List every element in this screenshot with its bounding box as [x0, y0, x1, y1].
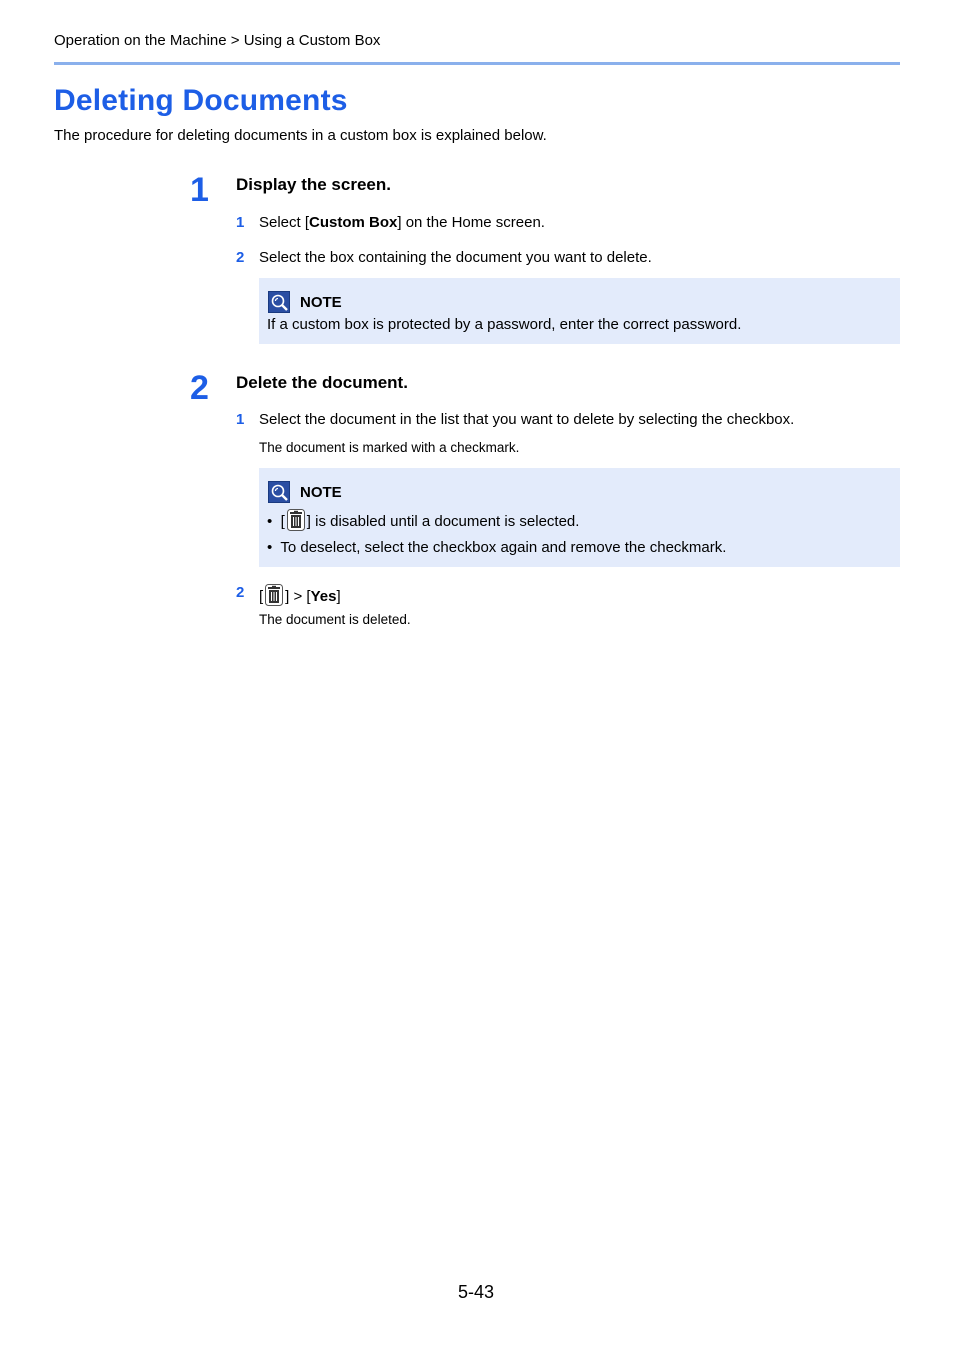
- step-1-number: 1: [190, 171, 209, 209]
- note-icon: [268, 291, 290, 313]
- intro-text: The procedure for deleting documents in a custom box is explained below.: [54, 127, 547, 144]
- step-1-sub-2-text: Select the box containing the document you want to delete.: [259, 249, 652, 266]
- step-2-title: Delete the document.: [236, 373, 408, 392]
- note-icon: [268, 481, 290, 503]
- note-box-1: [259, 278, 900, 344]
- step-2-sub-2-text: [ ] > [Yes]: [259, 584, 341, 611]
- note-label: NOTE: [300, 293, 342, 311]
- trash-icon: [265, 584, 283, 611]
- note-box-2: [259, 468, 900, 567]
- page-number: 5-43: [458, 1282, 495, 1302]
- step-1-title: Display the screen.: [236, 175, 391, 194]
- breadcrumb: Operation on the Machine > Using a Custom Box: [54, 32, 381, 49]
- trash-icon: [287, 509, 305, 536]
- note-text: If a custom box is protected by a password, enter the correct password.: [267, 316, 742, 333]
- header-rule: [54, 62, 900, 65]
- step-2-number: 2: [190, 369, 209, 407]
- step-2-sub-1-number: 1: [236, 411, 245, 428]
- note-bullet-1: • [ ] is disabled until a document is selected.: [267, 509, 579, 536]
- note-label: NOTE: [300, 483, 342, 501]
- step-1-sub-2-number: 2: [236, 249, 245, 266]
- note-header: [268, 480, 342, 504]
- step-2-sub-2-number: 2: [236, 584, 245, 601]
- step-2-sub-1-result: The document is marked with a checkmark.: [259, 440, 520, 455]
- step-1-sub-1-number: 1: [236, 214, 245, 231]
- note-bullet-2: • To deselect, select the checkbox again and remove the checkmark.: [267, 539, 727, 556]
- step-2-sub-1-text: Select the document in the list that you want to delete by selecting the checkbox.: [259, 411, 795, 428]
- note-header: [268, 290, 342, 314]
- step-2-sub-2-result: The document is deleted.: [259, 612, 411, 627]
- step-1-sub-1-text: Select [Custom Box] on the Home screen.: [259, 214, 545, 231]
- page-title: Deleting Documents: [54, 84, 348, 117]
